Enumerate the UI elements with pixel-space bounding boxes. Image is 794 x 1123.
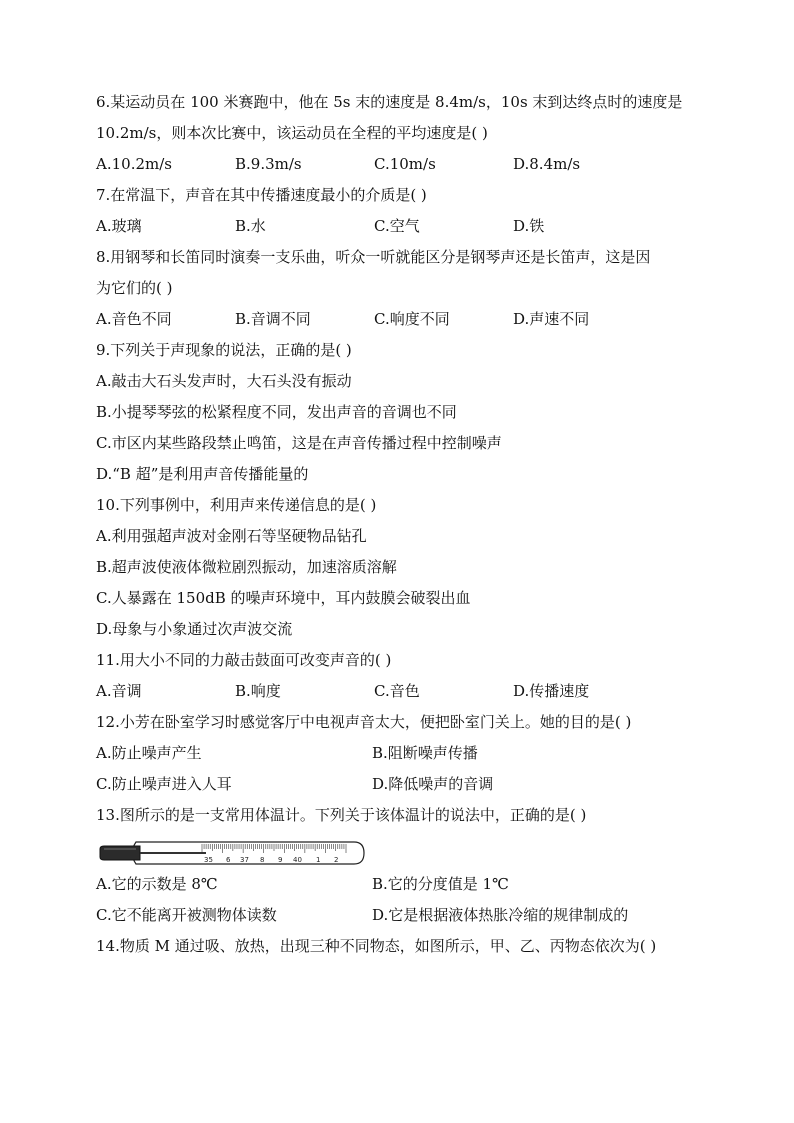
option-a: A.防止噪声产生 <box>96 744 202 762</box>
option-c: C.人暴露在 150dB 的噪声环境中，耳内鼓膜会破裂出血 <box>96 589 471 607</box>
question-10-text: 10.下列事例中，利用声来传递信息的是( ) <box>96 496 377 514</box>
option-c: C.音色 <box>374 682 420 700</box>
question-6-text: 6.某运动员在 100 米赛跑中，他在 5s 末的速度是 8.4m/s，10s 末到达终点时的速度是 <box>96 93 683 111</box>
option-a: A.敲击大石头发声时，大石头没有振动 <box>96 372 352 390</box>
option-d: D.母象与小象通过次声波交流 <box>96 620 293 638</box>
tick-label-38: 8 <box>260 856 265 864</box>
question-8-options <box>96 309 706 340</box>
question-8-text: 8.用钢琴和长笛同时演奏一支乐曲，听众一听就能区分是钢琴声还是长笛声，这是因 <box>96 248 651 266</box>
option-b: B.阻断噪声传播 <box>372 744 478 762</box>
question-11-text: 11.用大小不同的力敲击鼓面可改变声音的( ) <box>96 651 392 669</box>
question-13-options-row2 <box>96 905 706 936</box>
thermometer-bulb <box>100 846 140 860</box>
option-a: A.10.2m/s <box>96 155 172 173</box>
option-b: B.水 <box>235 217 266 235</box>
option-b: B.9.3m/s <box>235 155 302 173</box>
tick-label-35: 35 <box>204 856 213 864</box>
option-b: B.超声波使液体微粒剧烈振动，加速溶质溶解 <box>96 558 397 576</box>
option-a: A.利用强超声波对金刚石等坚硬物品钻孔 <box>96 527 367 545</box>
option-b: B.小提琴琴弦的松紧程度不同，发出声音的音调也不同 <box>96 403 457 421</box>
tick-label-41: 1 <box>316 856 321 864</box>
option-d: D.它是根据液体热胀冷缩的规律制成的 <box>372 906 629 924</box>
option-b: B.音调不同 <box>235 310 311 328</box>
option-c: C.空气 <box>374 217 420 235</box>
tick-label-42: 2 <box>334 856 339 864</box>
question-8-text-cont: 为它们的( ) <box>96 279 173 297</box>
exam-page <box>96 92 706 967</box>
option-c: C.市区内某些路段禁止鸣笛，这是在声音传播过程中控制噪声 <box>96 434 502 452</box>
option-c: C.防止噪声进入人耳 <box>96 775 232 793</box>
thermometer-figure <box>96 836 706 874</box>
option-d: D.8.4m/s <box>513 155 581 173</box>
option-d: D.声速不同 <box>513 310 590 328</box>
option-a: A.音调 <box>96 682 142 700</box>
option-d: D.降低噪声的音调 <box>372 775 494 793</box>
question-12-text: 12.小芳在卧室学习时感觉客厅中电视声音太大，便把卧室门关上。她的目的是( ) <box>96 713 632 731</box>
option-a: A.玻璃 <box>96 217 142 235</box>
question-6-text-cont: 10.2m/s，则本次比赛中，该运动员在全程的平均速度是( ) <box>96 124 488 142</box>
option-c: C.响度不同 <box>374 310 450 328</box>
option-a: A.音色不同 <box>96 310 172 328</box>
option-d: D.“B 超”是利用声音传播能量的 <box>96 465 309 483</box>
question-12-options-row1 <box>96 743 706 774</box>
thermometer-illustration <box>96 838 366 868</box>
question-9-text: 9.下列关于声现象的说法，正确的是( ) <box>96 341 352 359</box>
option-a: A.它的示数是 8℃ <box>96 875 218 893</box>
tick-label-40: 40 <box>293 856 302 864</box>
question-13-options-row1 <box>96 874 706 905</box>
option-c: C.它不能离开被测物体读数 <box>96 906 277 924</box>
question-14-text: 14.物质 M 通过吸、放热，出现三种不同物态，如图所示，甲、乙、丙物态依次为( ) <box>96 937 657 955</box>
option-b: B.它的分度值是 1℃ <box>372 875 509 893</box>
tick-label-36: 6 <box>226 856 231 864</box>
tick-label-39: 9 <box>278 856 283 864</box>
option-d: D.传播速度 <box>513 682 590 700</box>
question-6-options <box>96 154 706 185</box>
option-d: D.铁 <box>513 217 545 235</box>
question-11-options <box>96 681 706 712</box>
question-7-text: 7.在常温下，声音在其中传播速度最小的介质是( ) <box>96 186 427 204</box>
question-7-options <box>96 216 706 247</box>
option-c: C.10m/s <box>374 155 436 173</box>
tick-label-37: 37 <box>240 856 249 864</box>
question-12-options-row2 <box>96 774 706 805</box>
question-13-text: 13.图所示的是一支常用体温计。下列关于该体温计的说法中，正确的是( ) <box>96 806 587 824</box>
option-b: B.响度 <box>235 682 281 700</box>
